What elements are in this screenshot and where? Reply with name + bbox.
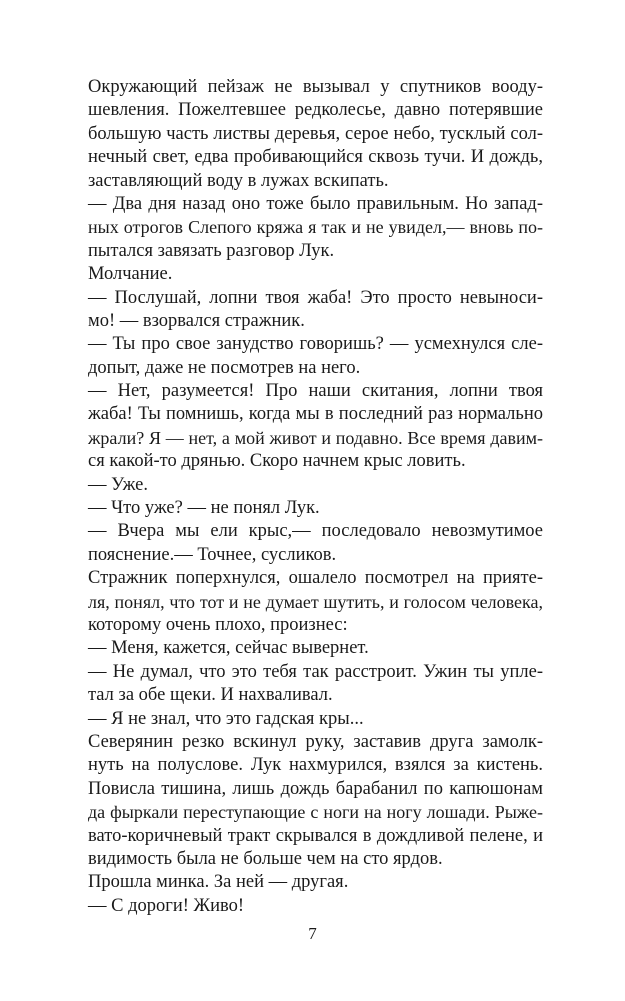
text-line: Прошла минка. За ней — другая.	[88, 872, 349, 893]
text-line: которому очень плохо, произнес:	[88, 614, 348, 635]
text-line: — Вчера мы ели крыс,— последовало невозмутимое	[88, 521, 543, 542]
text-line: тал за обе щеки. И нахваливал.	[88, 685, 333, 706]
text-line: — Нет, разумеется! Про наши скитания, лопни твоя	[88, 381, 543, 402]
page-text	[88, 76, 543, 918]
text-line: нечный свет, едва пробивающийся сквозь тучи. И дождь,	[88, 147, 543, 168]
text-line: ся какой-то дрянью. Скоро начнем крыс ловить.	[88, 451, 466, 472]
page-number: 7	[308, 924, 317, 943]
text-line: пытался завязать разговор Лук.	[88, 240, 335, 261]
text-line: жрали? Я — нет, а мой живот и подавно. Все время давим-	[88, 427, 543, 448]
text-line: пояснение.— Точнее, сусликов.	[88, 544, 337, 565]
text-line: — Уже.	[88, 474, 148, 495]
text-line: вато-коричневый тракт скрывался в дождливой пелене, и	[88, 825, 543, 846]
text-line: — Меня, кажется, сейчас вывернет.	[88, 638, 369, 659]
text-line: — С дороги! Живо!	[88, 895, 245, 916]
text-line: ных отрогов Слепого кряжа я так и не увидел,— вновь по-	[88, 217, 543, 238]
text-line: шевления. Пожелтевшее редколесье, давно потерявшие	[88, 100, 543, 121]
text-line: допыт, даже не посмотрев на него.	[88, 357, 361, 378]
text-line: да фыркали переступающие с ноги на ногу лошади. Рыже-	[88, 802, 543, 823]
text-line: — Послушай, лопни твоя жаба! Это просто невыноси-	[88, 287, 543, 308]
text-line: заставляющий воду в лужах вскипать.	[88, 170, 389, 191]
text-line: — Что уже? — не понял Лук.	[88, 498, 320, 519]
text-line: видимость была не больше чем на сто ярдов.	[88, 848, 443, 869]
text-line: Окружающий пейзаж не вызывал у спутников вооду-	[88, 77, 543, 97]
text-line: — Я не знал, что это гадская кры...	[88, 708, 364, 729]
text-line: — Ты про свое занудство говоришь? — усмехнулся сле-	[88, 334, 543, 355]
text-line: жаба! Ты помнишь, когда мы в последний раз нормально	[88, 404, 543, 425]
text-line: нуть на полуслове. Лук нахмурился, взялся за кистень.	[88, 755, 543, 776]
text-line: мо! — взорвался стражник.	[88, 310, 305, 331]
text-line: большую часть листвы деревья, серое небо, тусклый сол-	[88, 123, 543, 144]
text-line: Стражник поперхнулся, ошалело посмотрел на прияте-	[88, 568, 543, 589]
text-line: Молчание.	[88, 264, 173, 285]
text-line: — Не думал, что это тебя так расстроит. Ужин ты упле-	[88, 661, 543, 682]
text-line: ля, понял, что тот и не думает шутить, и голосом человека,	[88, 591, 543, 612]
text-line: Северянин резко вскинул руку, заставив друга замолк-	[88, 731, 543, 752]
text-line: — Два дня назад оно тоже было правильным. Но запад-	[88, 193, 543, 214]
text-line: Повисла тишина, лишь дождь барабанил по капюшонам	[88, 778, 543, 799]
